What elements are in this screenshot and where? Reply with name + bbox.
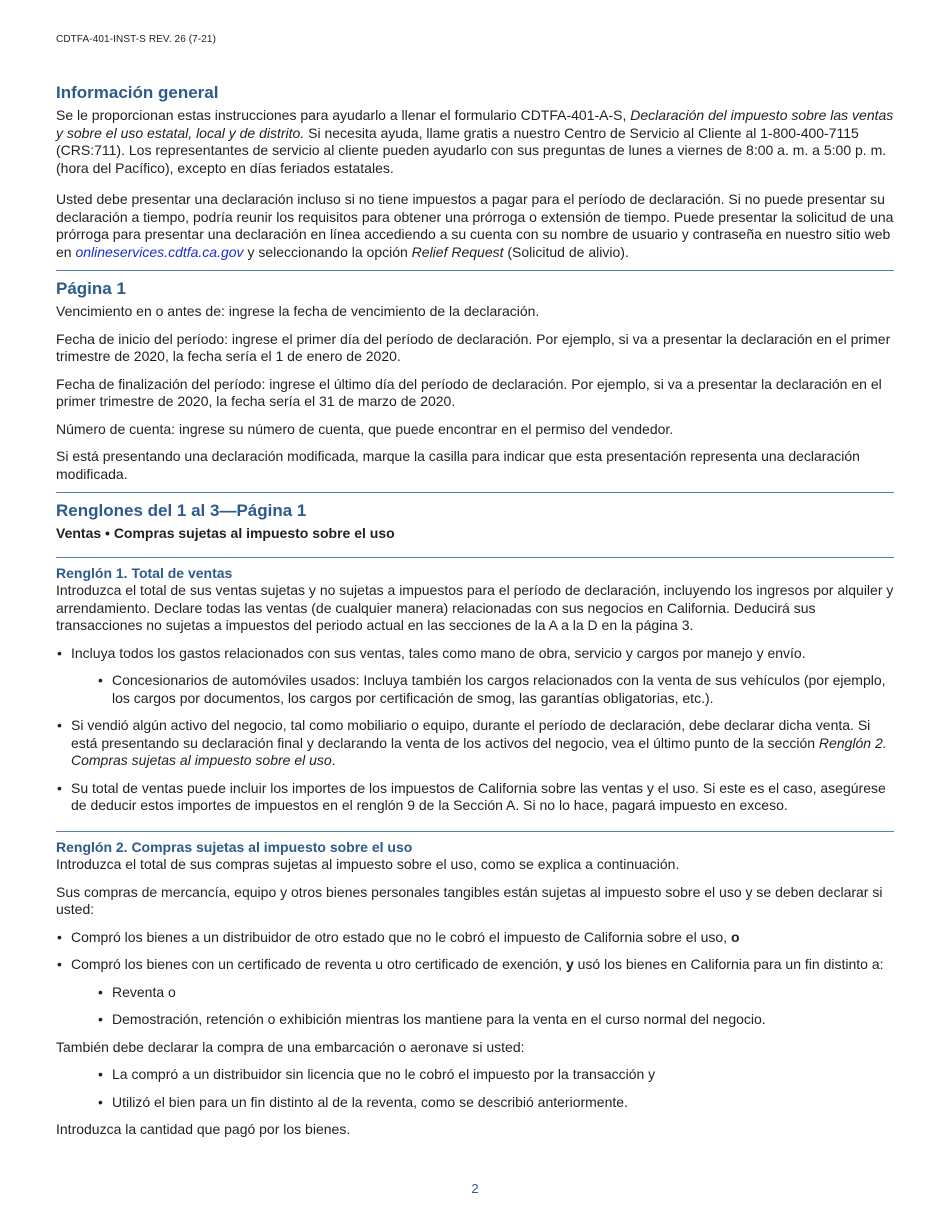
list-item-text: Compró los bienes a un distribuidor de otro estado que no le cobró el impuesto de California sobre el uso, xyxy=(71,928,731,945)
list-item-text: . xyxy=(331,752,336,768)
list-item: • Demostración, retención o exhibición mientras los mantiene para la venta en el curso normal del negocio. xyxy=(97,1011,894,1029)
line-2-paragraph: Sus compras de mercancía, equipo y otros bienes personales tangibles están sujetas al impuesto sobre el uso y se deben declarar si usted: xyxy=(56,883,883,917)
document-body xyxy=(56,82,894,1149)
line-1-list xyxy=(56,645,894,663)
line-2-sublist-a xyxy=(56,984,894,1029)
list-item xyxy=(56,956,894,974)
line-2-paragraph: También debe declarar la compra de una embarcación o aeronave si usted: xyxy=(56,1038,525,1055)
general-p2-text-b: y seleccionando la opción xyxy=(243,243,412,260)
cross-reference-italic: Renglón 2. Compras sujetas al impuesto sobre el uso xyxy=(71,734,887,768)
divider xyxy=(56,492,894,493)
list-item: • Concesionarios de automóviles usados: Incluya también los cargos relacionados con la venta de sus vehículos (por ejemplo, los cargos por documentos, los cargos por certificación de smog, las garantías obligatorias, etc.). xyxy=(97,672,894,707)
list-item-bold: o xyxy=(730,928,740,945)
section-subtitle-lines: Ventas • Compras sujetas al impuesto sobre el uso xyxy=(56,525,395,541)
divider xyxy=(56,270,894,271)
list-item xyxy=(56,717,894,770)
section-general-info xyxy=(56,82,894,261)
list-item: • Su total de ventas puede incluir los importes de los impuestos de California sobre las ventas y el uso. Si este es el caso, asegúrese de deducir estos importes de impuestos en el renglón 9 de la Sección A. Si no lo hace, pagará impuesto en exceso. xyxy=(56,780,894,815)
page1-item: Fecha de finalización del período: ingrese el último día del período de declaración. Por ejemplo, si va a presentar la declaración en el primer trimestre de 2020, la fecha sería el 31 de marzo de 2020. xyxy=(56,375,882,409)
form-code: CDTFA-401-INST-S REV. 26 (7-21) xyxy=(56,34,217,45)
list-item: • Utilizó el bien para un fin distinto al de la reventa, como se describió anteriormente. xyxy=(97,1094,894,1112)
line-1-list-cont xyxy=(56,717,894,815)
line-2-sublist-b xyxy=(56,1066,894,1111)
section-line-2 xyxy=(56,839,894,1139)
page-number: 2 xyxy=(471,1181,479,1196)
list-item-text: Si vendió algún activo del negocio, tal como mobiliario o equipo, durante el período de declaración, debe declarar dicha venta. Si está presentando su declaración final y declarando la venta de los activos del negocio, vea el último punto de la sección xyxy=(71,717,871,751)
form-name-italic: Declaración del impuesto sobre las ventas y sobre el uso estatal, local y de distrito. xyxy=(56,107,894,141)
list-item-text: usó los bienes en California para un fin distinto a: xyxy=(573,956,884,972)
general-p2-text-a: Usted debe presentar una declaración incluso si no tiene impuestos a pagar para el período de declaración. Si no puede presentar su declaración a tiempo, podría reunir los requisitos para obtener una prórroga o extensión de tiempo. Puede presentar la solicitud de una prórroga para presentar una declaración en línea accediendo a su cuenta con su nombre de usuario y contraseña en nuestro sitio web en xyxy=(56,191,894,260)
divider xyxy=(56,831,894,832)
page1-item: Vencimiento en o antes de: ingrese la fecha de vencimiento de la declaración. xyxy=(56,303,540,319)
general-paragraph-1 xyxy=(56,107,894,177)
list-item-bold: y xyxy=(565,956,574,972)
list-item: • Reventa o xyxy=(97,984,894,1002)
section-lines-1-3 xyxy=(56,500,894,543)
line-1-sublist xyxy=(56,672,894,707)
line-2-closing: Introduzca la cantidad que pagó por los bienes. xyxy=(56,1121,351,1137)
list-item: • Incluya todos los gastos relacionados con sus ventas, tales como mano de obra, servicio y cargos por manejo y envío. xyxy=(56,645,894,663)
general-paragraph-2 xyxy=(56,191,894,261)
page1-item: Número de cuenta: ingrese su número de cuenta, que puede encontrar en el permiso del vendedor. xyxy=(56,420,674,437)
page1-item: Fecha de inicio del período: ingrese el primer día del período de declaración. Por ejemplo, si va a presentar la declaración en el primer trimestre de 2020, la fecha sería el 1 de enero de 2020. xyxy=(56,330,891,364)
section-title-page-1: Página 1 xyxy=(56,279,126,298)
list-item xyxy=(56,929,894,947)
divider xyxy=(56,557,894,558)
section-page-1 xyxy=(56,278,894,483)
list-item: • La compró a un distribuidor sin licencia que no le cobró el impuesto por la transacción y xyxy=(97,1066,894,1084)
line-2-title: Renglón 2. Compras sujetas al impuesto sobre el uso xyxy=(56,838,413,855)
general-p2-text-d: (Solicitud de alivio). xyxy=(503,243,629,260)
section-line-1 xyxy=(56,565,894,815)
line-2-list xyxy=(56,929,894,974)
line-1-title: Renglón 1. Total de ventas xyxy=(56,564,233,581)
section-title-lines: Renglones del 1 al 3—Página 1 xyxy=(56,501,307,520)
general-p1-text-c: Si necesita ayuda, llame gratis a nuestro Centro de Servicio al Cliente al 1-800-400-7115 (CRS:711). Los representantes de servicio al cliente pueden ayudarlo con sus preguntas de lunes a viernes de 8:00 a. m. a 5:00 p. m. (hora del Pacífico), excepto en días feriados estatales. xyxy=(56,124,887,176)
general-p1-text-a: Se le proporcionan estas instrucciones para ayudarlo a llenar el formulario CDTFA-401-A-S, xyxy=(56,107,631,123)
line-1-intro: Introduzca el total de sus ventas sujetas y no sujetas a impuestos para el período de declaración, incluyendo los ingresos por alquiler y arrendamiento. Declare todas las ventas (de cualquier manera) relacionadas con sus negocios en California. Deducirá sus transacciones no sujetas a impuestos del periodo actual en las secciones de la A a la D en la página 3. xyxy=(56,582,894,633)
relief-request-italic: Relief Request xyxy=(411,243,504,260)
online-services-link[interactable]: onlineservices.cdtfa.ca.gov xyxy=(75,243,244,260)
section-title-general: Información general xyxy=(56,83,219,102)
page1-item: Si está presentando una declaración modificada, marque la casilla para indicar que esta presentación representa una declaración modificada. xyxy=(56,448,860,482)
list-item-text: Compró los bienes con un certificado de reventa u otro certificado de exención, xyxy=(71,956,566,972)
line-2-intro: Introduzca el total de sus compras sujetas al impuesto sobre el uso, como se explica a continuación. xyxy=(56,856,680,872)
